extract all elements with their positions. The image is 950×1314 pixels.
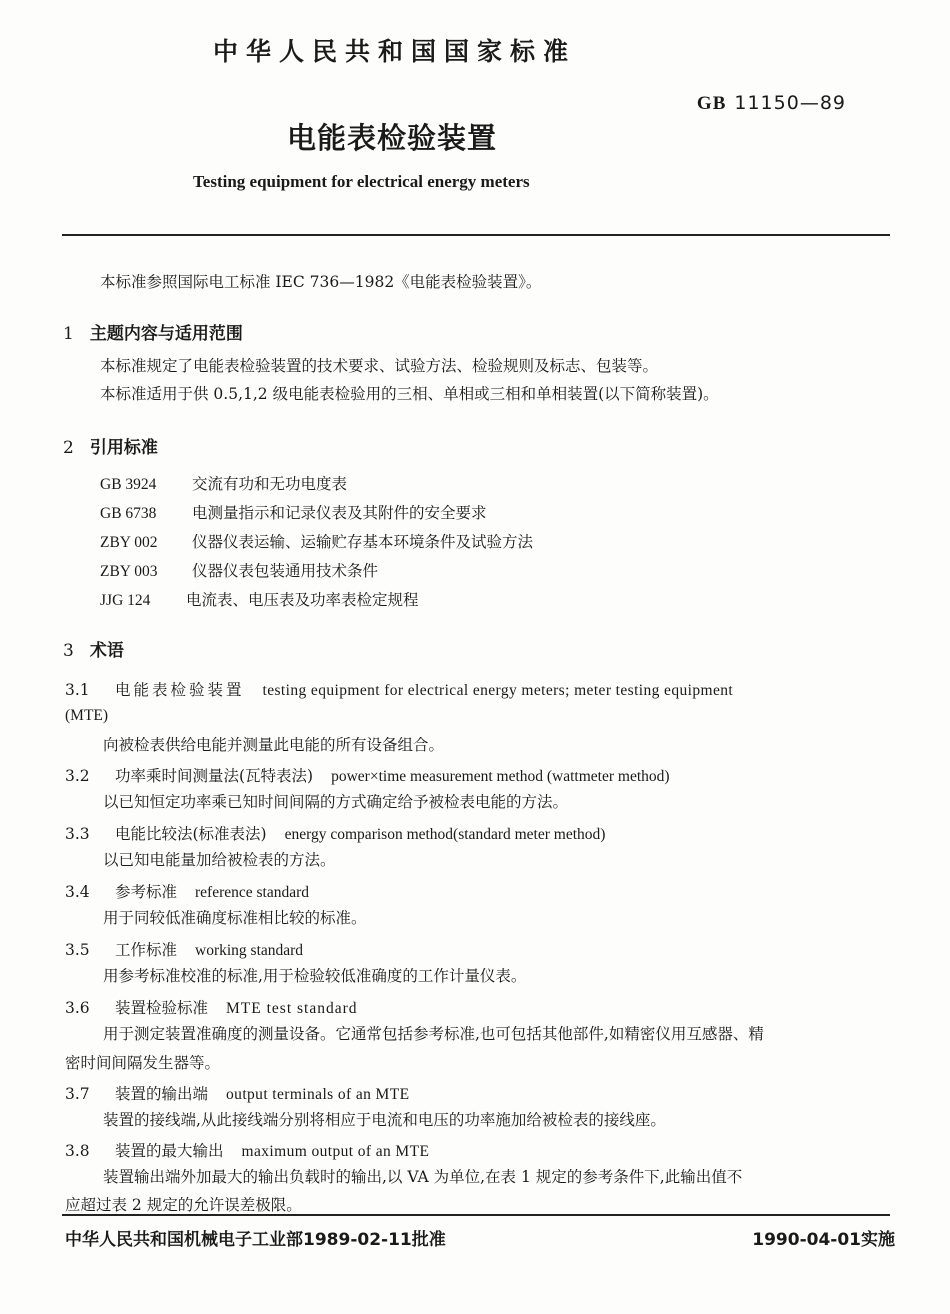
term-heading xyxy=(65,764,670,786)
title-chinese: 电能表检验装置 xyxy=(287,121,498,155)
reference-code: ZBY 003 xyxy=(100,563,158,580)
term-number: 3.3 xyxy=(65,825,90,843)
section-number: 1 xyxy=(63,324,74,344)
term-chinese: 装置的输出端 xyxy=(115,1085,209,1103)
standard-prefix: GB xyxy=(696,93,727,114)
term-english: MTE test standard xyxy=(226,1000,358,1017)
section-title: 引用标准 xyxy=(89,438,158,458)
term-number: 3.7 xyxy=(65,1085,90,1103)
reference-title: 仪器仪表包装通用技术条件 xyxy=(192,562,379,580)
standard-code: 11150—89 xyxy=(734,92,846,114)
reference-title: 电测量指示和记录仪表及其附件的安全要求 xyxy=(192,504,487,522)
intro-paragraph: 本标准参照国际电工标准 IEC 736—1982《电能表检验装置》。 xyxy=(100,273,542,291)
reference-code: GB 6738 xyxy=(100,505,157,522)
reference-item xyxy=(100,561,378,582)
section-title: 主题内容与适用范围 xyxy=(89,324,243,344)
term-number: 3.2 xyxy=(65,767,90,785)
term-heading xyxy=(65,996,358,1018)
term-english: testing equipment for electrical energy meters; meter testing equipment xyxy=(262,682,734,699)
reference-code: JJG 124 xyxy=(100,592,151,609)
standard-number xyxy=(697,92,846,115)
footer-divider xyxy=(62,1214,890,1216)
term-english: working standard xyxy=(195,942,304,959)
paragraph: 本标准规定了电能表检验装置的技术要求、试验方法、检验规则及标志、包装等。 xyxy=(100,357,659,375)
term-chinese: 电能比较法(标准表法) xyxy=(115,825,267,843)
term-heading xyxy=(65,880,309,902)
reference-title: 电流表、电压表及功率表检定规程 xyxy=(186,591,419,609)
term-definition: 用参考标准校准的标准,用于检验较低准确度的工作计量仪表。 xyxy=(103,967,527,985)
term-definition: 向被检表供给电能并测量此电能的所有设备组合。 xyxy=(103,736,445,754)
term-definition: 以已知电能量加给被检表的方法。 xyxy=(103,851,336,869)
reference-item xyxy=(100,532,533,553)
section-3-heading xyxy=(63,636,124,661)
term-heading xyxy=(65,822,605,844)
effective-date: 1990-04-01实施 xyxy=(752,1230,895,1250)
term-number: 3.5 xyxy=(65,941,90,959)
term-english-continued: (MTE) xyxy=(65,707,109,724)
term-definition: 装置输出端外加最大的输出负载时的输出,以 VA 为单位,在表 1 规定的参考条件下,此输出值不 xyxy=(103,1168,743,1186)
reference-item xyxy=(100,503,487,524)
term-number: 3.8 xyxy=(65,1142,90,1160)
term-english: reference standard xyxy=(195,884,310,901)
section-number: 3 xyxy=(63,641,74,661)
section-1-heading xyxy=(63,319,243,344)
section-number: 2 xyxy=(63,438,74,458)
term-chinese: 功率乘时间测量法(瓦特表法) xyxy=(115,767,314,785)
reference-code: GB 3924 xyxy=(100,476,157,493)
term-chinese: 工作标准 xyxy=(115,941,178,959)
reference-title: 仪器仪表运输、运输贮存基本环境条件及试验方法 xyxy=(192,533,534,551)
term-heading xyxy=(65,938,303,960)
term-number: 3.6 xyxy=(65,999,90,1017)
term-chinese: 参考标准 xyxy=(115,883,178,901)
reference-item xyxy=(100,590,419,611)
term-definition: 用于同较低准确度标准相比较的标准。 xyxy=(103,909,367,927)
reference-item xyxy=(100,474,347,495)
reference-code: ZBY 002 xyxy=(100,534,158,551)
term-heading xyxy=(65,1139,429,1161)
section-2-heading xyxy=(63,433,158,458)
term-english: power×time measurement method (wattmeter method) xyxy=(331,768,670,785)
term-definition: 装置的接线端,从此接线端分别将相应于电流和电压的功率施加给被检表的接线座。 xyxy=(103,1111,666,1129)
header-divider xyxy=(62,234,890,236)
term-chinese: 装置的最大输出 xyxy=(115,1142,224,1160)
term-chinese: 装置检验标准 xyxy=(115,999,209,1017)
term-heading xyxy=(65,1082,409,1104)
term-english: maximum output of an MTE xyxy=(241,1143,430,1160)
approval-statement: 中华人民共和国机械电子工业部1989-02-11批准 xyxy=(65,1230,446,1250)
term-english: output terminals of an MTE xyxy=(226,1086,410,1103)
term-definition: 用于测定装置准确度的测量设备。它通常包括参考标准,也可包括其他部件,如精密仪用互感器、精 xyxy=(103,1025,764,1043)
term-english: energy comparison method(standard meter method) xyxy=(284,826,606,843)
issuing-authority: 中华人民共和国国家标准 xyxy=(213,37,577,66)
term-definition-continued: 密时间间隔发生器等。 xyxy=(65,1054,221,1072)
paragraph: 本标准适用于供 0.5,1,2 级电能表检验用的三相、单相或三相和单相装置(以下简称装置)。 xyxy=(100,385,719,403)
term-definition-continued: 应超过表 2 规定的允许误差极限。 xyxy=(65,1196,302,1214)
reference-title: 交流有功和无功电度表 xyxy=(192,475,348,493)
term-chinese: 电能表检验装置 xyxy=(115,681,245,699)
term-number: 3.1 xyxy=(65,681,90,699)
section-title: 术语 xyxy=(89,641,124,661)
term-heading xyxy=(65,678,733,700)
title-english: Testing equipment for electrical energy meters xyxy=(193,172,530,191)
term-number: 3.4 xyxy=(65,883,90,901)
term-definition: 以已知恒定功率乘已知时间间隔的方式确定给予被检表电能的方法。 xyxy=(103,793,569,811)
